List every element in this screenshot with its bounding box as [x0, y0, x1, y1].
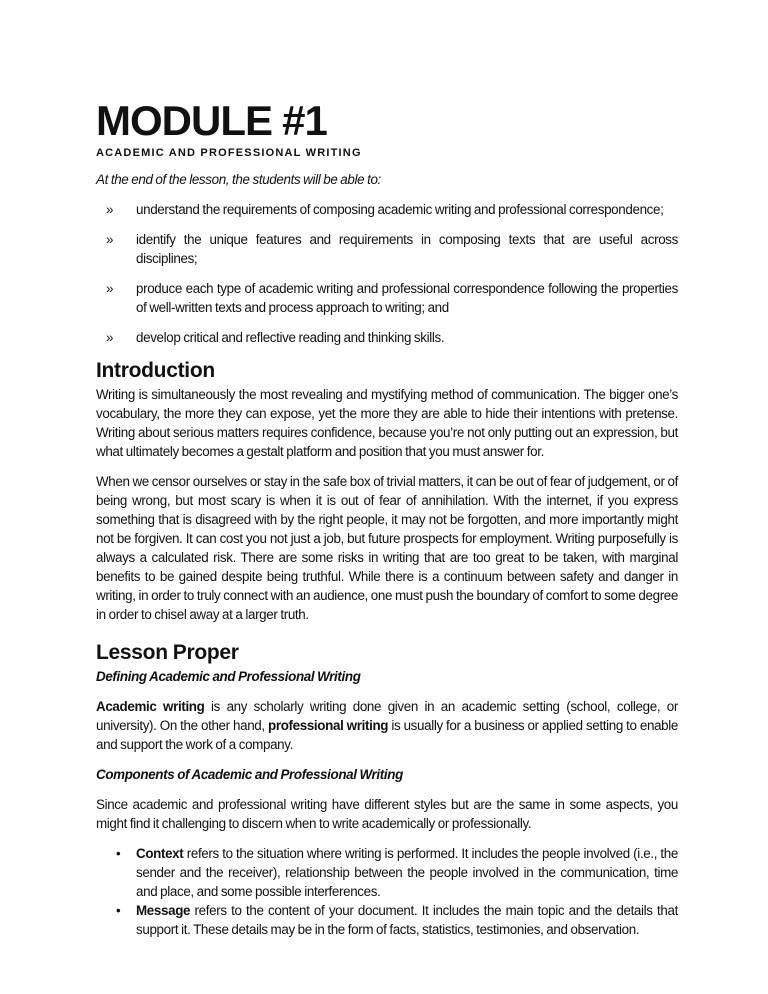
components-list — [96, 844, 678, 939]
chevron-bullet-icon: » — [106, 281, 114, 296]
objective-item: » understand the requirements of composing academic writing and professional correspondence; — [106, 202, 664, 217]
components-heading: Components of Academic and Professional Writing — [96, 767, 403, 782]
objectives-intro: At the end of the lesson, the students will be able to: — [96, 172, 381, 187]
chevron-bullet-icon: » — [106, 202, 114, 217]
objective-item: » identify the unique features and requirements in composing texts that are useful across disciplines; — [106, 232, 678, 266]
defining-heading: Defining Academic and Professional Writing — [96, 669, 361, 684]
bullet-icon: • — [116, 903, 121, 918]
bullet-icon: • — [116, 846, 121, 861]
component-item: • Context refers to the situation where writing is performed. It includes the people involved (i.e., the sender and the receiver), relationship between the people involved in the communication, time and place, and some possible interferences. — [116, 846, 678, 899]
module-title: MODULE #1 — [96, 97, 327, 144]
chevron-bullet-icon: » — [106, 232, 114, 247]
component-item: • Message refers to the content of your document. It includes the main topic and the details that support it. These details may be in the form of facts, statistics, testimonies, and observation. — [116, 903, 678, 937]
introduction-heading: Introduction — [96, 359, 215, 382]
lesson-proper-heading: Lesson Proper — [96, 641, 239, 664]
module-subtitle: ACADEMIC AND PROFESSIONAL WRITING — [96, 147, 362, 159]
chevron-bullet-icon: » — [106, 330, 114, 345]
introduction-paragraph: Writing is simultaneously the most revealing and mystifying method of communication. The bigger one’s vocabulary, the more they can expose, yet the more they are able to hide their intentions with pretense. Writing about serious matters requires confidence, because you’re not only putting out an expression, but what ultimately becomes a gestalt platform and position that you must answer for. — [96, 387, 678, 459]
components-intro: Since academic and professional writing have different styles but are the same in some aspects, you might find it challenging to discern when to write academically or professionally. — [96, 797, 678, 831]
objective-item: » produce each type of academic writing and professional correspondence following the properties of well-written texts and process approach to writing; and — [106, 281, 678, 315]
document-content — [96, 0, 678, 939]
definition-paragraph: Academic writing is any scholarly writing done given in an academic setting (school, college, or university). On the other hand, professional writing is usually for a business or applied setting to enable and support the work of a company. — [96, 699, 679, 752]
objectives-list — [96, 200, 678, 347]
introduction-paragraph: When we censor ourselves or stay in the safe box of trivial matters, it can be out of fear of judgement, or of being wrong, but most scary is when it is out of fear of annihilation. With the internet, if you express something that is disagreed with by the right people, it may not be forgotten, and more importantly might not be forgiven. It can cost you not just a job, but future prospects for employment. Writing purposefully is always a calculated risk. There are some risks in writing that are too great to be taken, with marginal benefits to be gained despite being truthful. While there is a continuum between safety and danger in writing, in order to truly connect with an audience, one must push the boundary of comfort to some degree in order to chisel away at a larger truth. — [96, 474, 678, 622]
objective-item: » develop critical and reflective reading and thinking skills. — [106, 330, 445, 345]
